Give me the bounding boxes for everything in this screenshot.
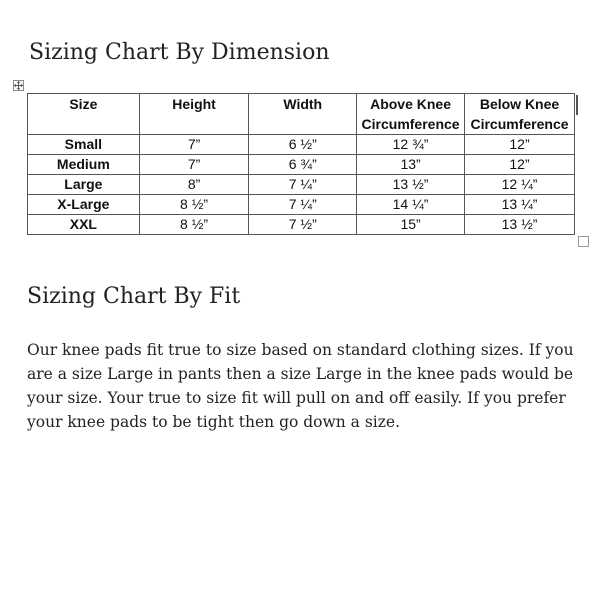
cell-below-knee: 12” xyxy=(465,135,575,155)
cell-below-knee: 13 ¼” xyxy=(465,195,575,215)
cell-width: 6 ¾” xyxy=(249,155,357,175)
cell-width: 6 ½” xyxy=(249,135,357,155)
cell-size: Large xyxy=(28,175,140,195)
cell-above-knee: 12 ¾” xyxy=(357,135,465,155)
header-below-knee xyxy=(465,94,575,135)
header-height-label: Height xyxy=(172,96,216,112)
header-above-line1: Above Knee xyxy=(370,96,452,112)
header-above-line2: Circumference xyxy=(361,116,460,132)
cell-size: Small xyxy=(28,135,140,155)
cell-size: Medium xyxy=(28,155,140,175)
header-above-knee xyxy=(357,94,465,135)
title-sizing-by-dimension: Sizing Chart By Dimension xyxy=(29,40,330,65)
cell-height: 7” xyxy=(139,135,249,155)
cell-size: XXL xyxy=(28,215,140,235)
cell-height: 8 ½” xyxy=(139,215,249,235)
header-below-line1: Below Knee xyxy=(479,96,560,112)
table-resize-handle-icon[interactable] xyxy=(578,236,589,247)
table-header-row xyxy=(28,94,575,135)
cell-width: 7 ¼” xyxy=(249,195,357,215)
fit-description: Our knee pads fit true to size based on standard clothing sizes. If you are a size Large in pants then a size Large in the knee pads would be your size. Your true to size fit will pull on and off easily. If you prefer your knee pads to be tight then go down a size. xyxy=(27,341,574,431)
sizing-table xyxy=(27,93,575,235)
cell-above-knee: 14 ¼” xyxy=(357,195,465,215)
header-size xyxy=(28,94,140,135)
table-row xyxy=(28,195,575,215)
cell-above-knee: 13 ½” xyxy=(357,175,465,195)
header-width xyxy=(249,94,357,135)
cell-below-knee: 12” xyxy=(465,155,575,175)
title-sizing-by-fit: Sizing Chart By Fit xyxy=(27,284,241,309)
cell-width: 7 ½” xyxy=(249,215,357,235)
header-below-line2: Circumference xyxy=(470,116,569,132)
cell-size: X-Large xyxy=(28,195,140,215)
cell-height: 8” xyxy=(139,175,249,195)
header-width-label: Width xyxy=(283,96,323,112)
cell-height: 8 ½” xyxy=(139,195,249,215)
cell-height: 7” xyxy=(139,155,249,175)
header-size-label: Size xyxy=(69,96,98,112)
cell-above-knee: 13” xyxy=(357,155,465,175)
text-cursor xyxy=(576,95,578,115)
table-row xyxy=(28,215,575,235)
table-move-handle-icon[interactable] xyxy=(13,80,24,91)
cell-below-knee: 12 ¼” xyxy=(465,175,575,195)
table-row xyxy=(28,155,575,175)
table-row xyxy=(28,175,575,195)
cell-above-knee: 15” xyxy=(357,215,465,235)
cell-width: 7 ¼” xyxy=(249,175,357,195)
cell-below-knee: 13 ½” xyxy=(465,215,575,235)
table-row xyxy=(28,135,575,155)
header-height xyxy=(139,94,249,135)
